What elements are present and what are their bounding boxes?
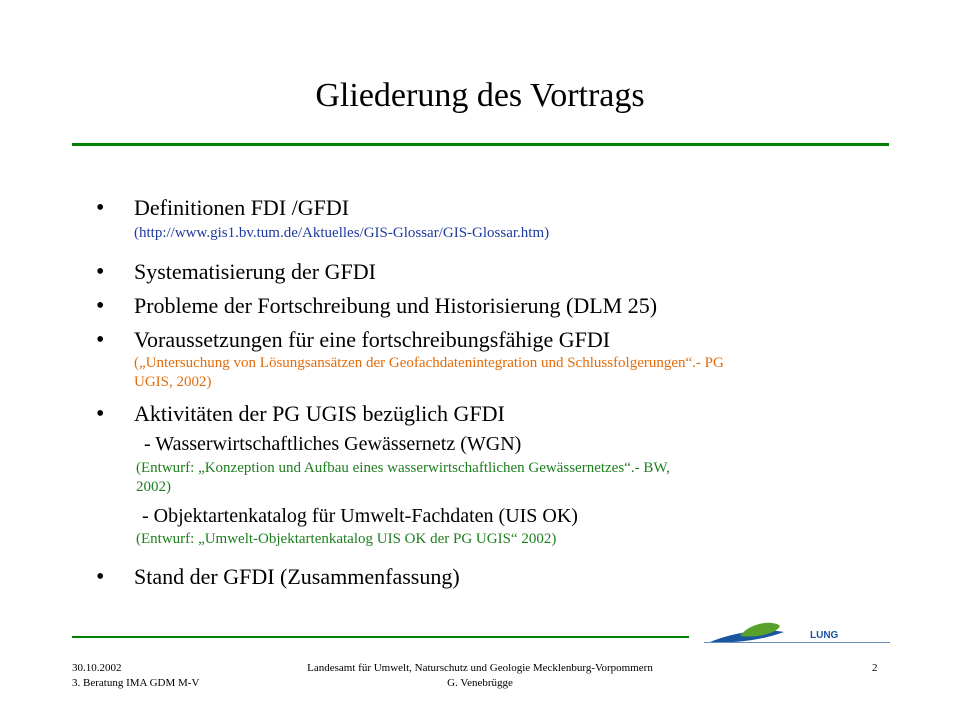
footer-author: G. Venebrügge xyxy=(447,677,513,689)
bullet-dot: • xyxy=(96,293,105,319)
subitem-uis-ok: - Objektartenkatalog für Umwelt-Fachdaten (UIS OK) xyxy=(142,505,578,527)
list-item-text: Definitionen FDI /GFDI xyxy=(134,195,350,220)
subitem-wgn: - Wasserwirtschaftliches Gewässernetz (WGN) xyxy=(144,433,522,455)
list-item-text: Probleme der Fortschreibung und Historisierung (DLM 25) xyxy=(134,293,658,318)
subitem-uis-ok-note: (Entwurf: „Umwelt-Objektartenkatalog UIS OK der PG UGIS“ 2002) xyxy=(136,531,557,547)
subitem-wgn-note-line2: 2002) xyxy=(136,479,171,495)
bullet-dot: • xyxy=(96,564,105,590)
footer-meeting: 3. Beratung IMA GDM M-V xyxy=(72,677,200,689)
slide-title: Gliederung des Vortrags xyxy=(315,77,645,114)
page-number: 2 xyxy=(872,662,878,674)
list-item-text: Systematisierung der GFDI xyxy=(134,259,376,284)
list-item-text: Stand der GFDI (Zusammenfassung) xyxy=(134,564,460,589)
list-item-text: Voraussetzungen für eine fortschreibungsfähige GFDI xyxy=(134,327,611,352)
footer-divider xyxy=(72,636,689,638)
list-item-text: Aktivitäten der PG UGIS bezüglich GFDI xyxy=(134,401,505,426)
voraussetzungen-note-line1: („Untersuchung von Lösungsansätzen der Geofachdatenintegration und Schlussfolgerungen“.- PG xyxy=(134,355,724,371)
lung-logo xyxy=(704,618,890,652)
footer-institution: Landesamt für Umwelt, Naturschutz und Geologie Mecklenburg-Vorpommern xyxy=(307,662,653,674)
title-divider xyxy=(72,143,889,146)
bullet-dot: • xyxy=(96,195,105,221)
voraussetzungen-note-line2: UGIS, 2002) xyxy=(134,374,212,390)
logo-underline xyxy=(704,642,890,643)
footer-date: 30.10.2002 xyxy=(72,662,122,674)
definitionen-source-link[interactable]: (http://www.gis1.bv.tum.de/Aktuelles/GIS-Glossar/GIS-Glossar.htm) xyxy=(134,225,550,241)
bullet-dot: • xyxy=(96,259,105,285)
bullet-dot: • xyxy=(96,401,105,427)
subitem-wgn-note-line1: (Entwurf: „Konzeption und Aufbau eines wasserwirtschaftlichen Gewässernetzes“.- BW, xyxy=(136,460,670,476)
bullet-dot: • xyxy=(96,327,105,353)
logo-text: LUNG xyxy=(810,630,839,641)
